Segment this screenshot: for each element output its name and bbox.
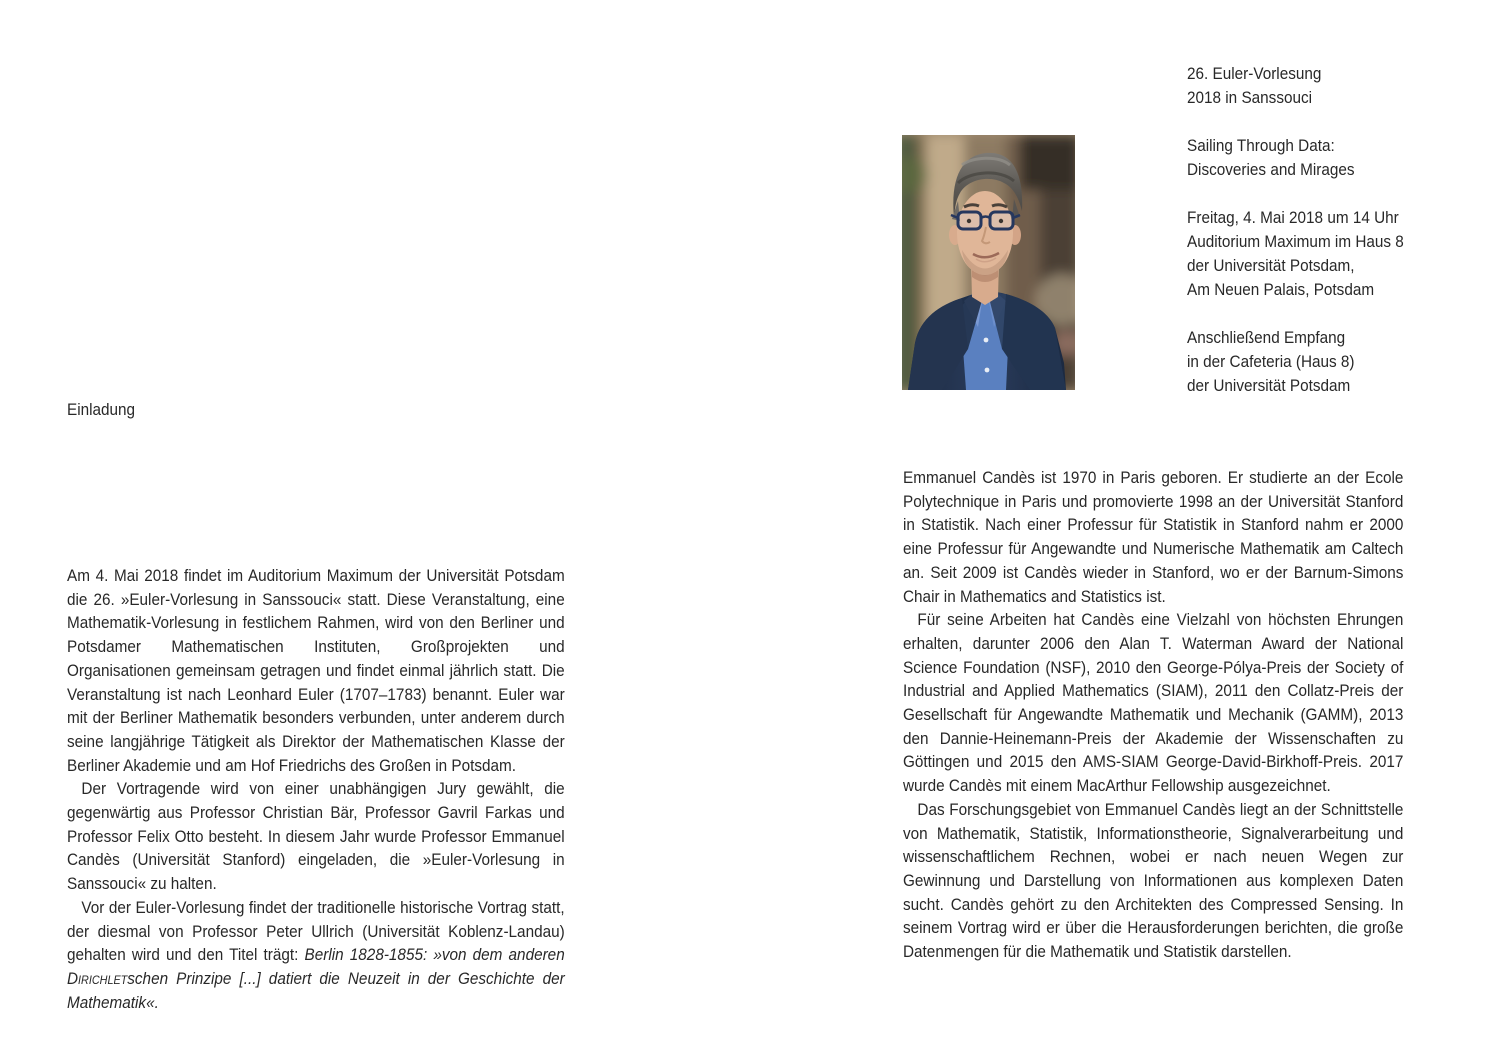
text-run: Der Vortragende wird von einer unabhängigen Jury gewählt, die gegenwärtig aus Professor Christian Bär, Professor Gavril Farkas und Professor Felix Otto besteht. In diesem Jahr wurde Professor Emmanuel Candès (Universität Stanford) eingeladen, die »Euler-Vorlesung in Sanssouci« zu halten. (67, 779, 565, 894)
text-run: Am 4. Mai 2018 findet im Auditorium Maximum der Universität Potsdam die 26. »Euler-Vorlesung in Sanssouci« statt. Diese Veranstaltung, eine Mathematik-Vorlesung in festlichem Rahmen, wird von den Berliner und Potsdamer Mathematischen Instituten, Großprojekten und Organisationen gemeinsam getragen und findet einmal jährlich statt. Die Veranstaltung ist nach Leonhard Euler (1707–1783) benannt. Euler war mit der Berliner Mathematik besonders verbunden, unter anderem durch seine langjährige Tätigkeit als Direktor der Mathematischen Klasse der Berliner Akademie und am Hof Friedrichs des Großen in Potsdam. (67, 566, 565, 775)
text-line: der Universität Potsdam, (1187, 256, 1355, 275)
text-run: Für seine Arbeiten hat Candès eine Vielzahl von höchsten Ehrungen erhalten, darunter 2006 den Alan T. Waterman Award der National Science Foundation (NSF), 2010 den George-Pólya-Preis der Society of Industrial and Applied Mathematics (SIAM), 2011 den Collatz-Preis der Gesellschaft für Angewandte Mathematik und Mechanik (GAMM), 2013 den Dannie-Heinemann-Preis der Akademie der Wissenschaften zu Göttingen und 2015 den AMS-SIAM George-David-Birkhoff-Preis. 2017 wurde Candès mit einem MacArthur Fellowship ausgezeichnet. (903, 610, 1404, 796)
text-line: Discoveries and Mirages (1187, 160, 1355, 179)
text-run: Das Forschungsgebiet von Emmanuel Candès liegt an der Schnittstelle von Mathematik, Statistik, Informationstheorie, Signalverarbeitung und wissenschaftlichem Rechnen, wobei er nach neuen Wegen zur Gewinnung und Darstellung von Informationen aus komplexen Daten sucht. Candès gehört zu den Architekten des Compressed Sensing. In seinem Vortrag wird er über die Herausforderungen berichten, die große Datenmengen für die Mathematik und Statistik darstellen. (903, 799, 1404, 962)
left-page-heading: Einladung (67, 400, 136, 419)
paragraph (903, 466, 1403, 608)
text-line: Anschließend Empfang (1187, 328, 1346, 347)
text-line: 2018 in Sanssouci (1187, 88, 1313, 107)
text-run: Emmanuel Candès ist 1970 in Paris geboren. Er studierte an der Ecole Polytechnique in Paris und promovierte 1998 an der Universität Stanford in Statistik. Nach einer Professur für Statistik in Stanford nahm er 2000 eine Professur für Angewandte und Numerische Mathematik am Caltech an. Seit 2009 ist Candès wieder in Stanford, wo er der Barnum-Simons Chair in Mathematics and Statistics ist. (903, 468, 1404, 606)
event-venue-datetime (1187, 206, 1457, 302)
event-reception (1187, 326, 1457, 398)
paragraph (903, 608, 1403, 798)
text-line: Freitag, 4. Mai 2018 um 14 Uhr (1187, 208, 1399, 227)
text-run: Berlin 1828-1855: »von dem anderen (304, 945, 565, 965)
text-run: Vor der Euler-Vorlesung findet der traditionelle historische Vortrag statt, der diesmal von Professor Peter Ullrich (Universität Koblenz-Landau) gehalten wird und den Titel trägt: (67, 897, 565, 965)
text-run: Dirichlet (67, 968, 128, 988)
text-line: Am Neuen Palais, Potsdam (1187, 280, 1375, 299)
text-run: schen Prinzipe [...] datiert die Neuzeit in der Geschichte der Mathematik«. (67, 968, 565, 1012)
paragraph (67, 564, 565, 777)
text-line: Sailing Through Data: (1187, 136, 1335, 155)
paragraph (67, 896, 565, 1015)
left-page-body (67, 564, 565, 1014)
event-series (1187, 62, 1457, 110)
lecture-title (1187, 134, 1457, 182)
paragraph (903, 798, 1403, 964)
biography-body (903, 466, 1403, 964)
text-line: der Universität Potsdam (1187, 376, 1351, 395)
paragraph (67, 777, 565, 896)
text-line: Auditorium Maximum im Haus 8 (1187, 232, 1404, 251)
emmanuel-candes-portrait-photo (902, 135, 1075, 390)
text-line: in der Cafeteria (Haus 8) (1187, 352, 1355, 371)
event-info-column (1187, 62, 1457, 422)
text-line: 26. Euler-Vorlesung (1187, 64, 1322, 83)
